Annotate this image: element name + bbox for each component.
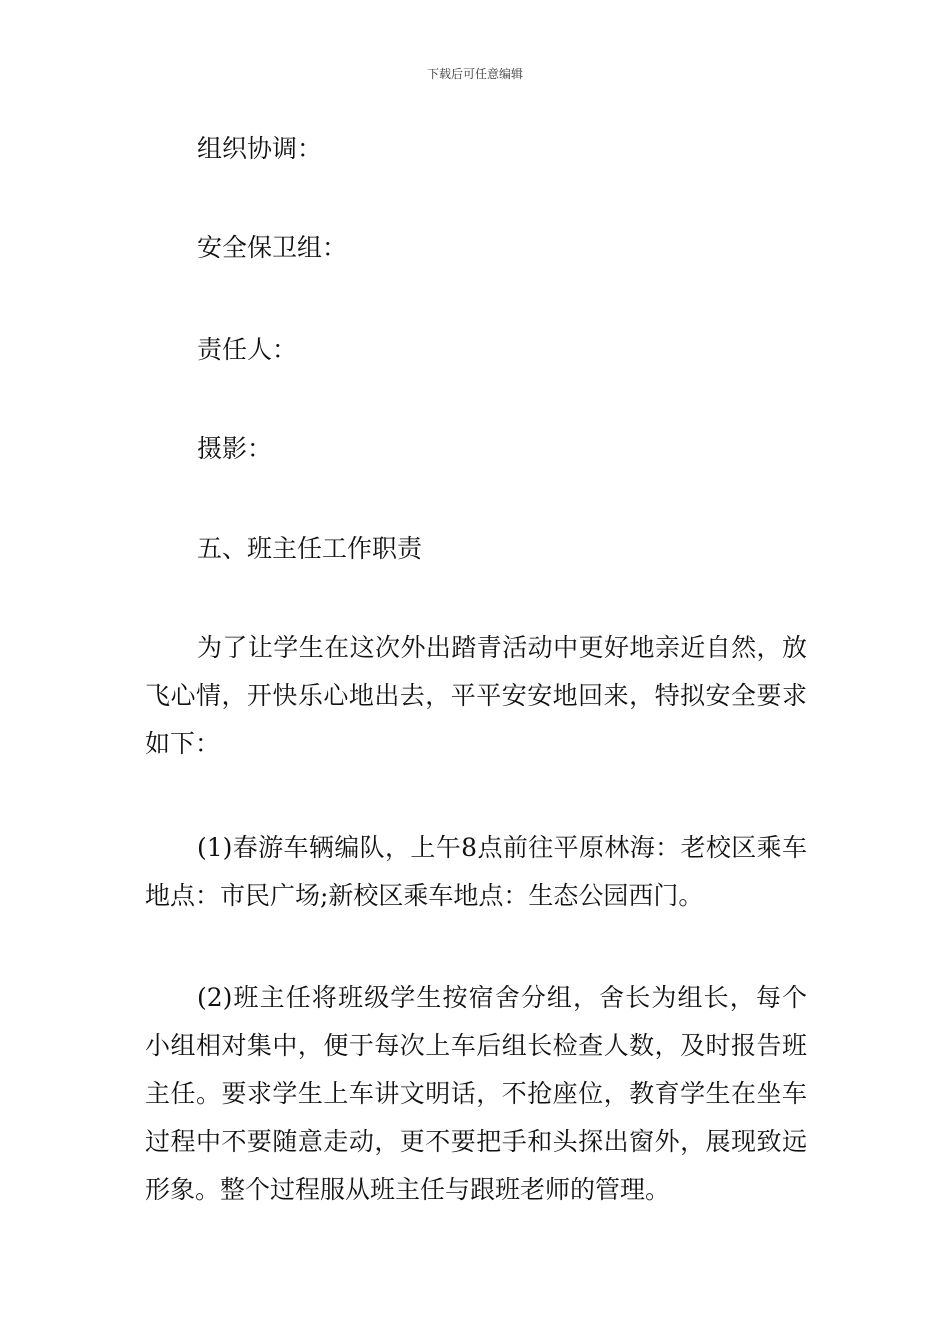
paragraph-item-2: (2)班主任将班级学生按宿舍分组，舍长为组长，每个小组相对集中，便于每次上车后组长检查人数，及时报告班主任。要求学生上车讲文明话，不抢座位，教育学生在坐车过程中不要随意走动，更不要把手和头探出窗外，展现致远形象。整个过程服从班主任与跟班老师的管理。 — [145, 983, 807, 1204]
page-header-note: 下载后可任意编辑 — [426, 67, 523, 81]
section-heading: 五、班主任工作职责 — [197, 534, 423, 563]
role-photography: 摄影： — [197, 434, 273, 463]
role-organizer: 组织协调： — [197, 134, 323, 163]
paragraph-item-1: (1)春游车辆编队，上午8点前往平原林海：老校区乘车地点：市民广场;新校区乘车地点：生态公园西门。 — [145, 833, 807, 910]
role-security-team: 安全保卫组： — [197, 233, 348, 262]
paragraph-intro: 为了让学生在这次外出踏青活动中更好地亲近自然，放飞心情，开快乐心地出去，平平安安地回来，特拟安全要求如下： — [145, 633, 807, 758]
role-responsible-person: 责任人： — [197, 335, 298, 364]
